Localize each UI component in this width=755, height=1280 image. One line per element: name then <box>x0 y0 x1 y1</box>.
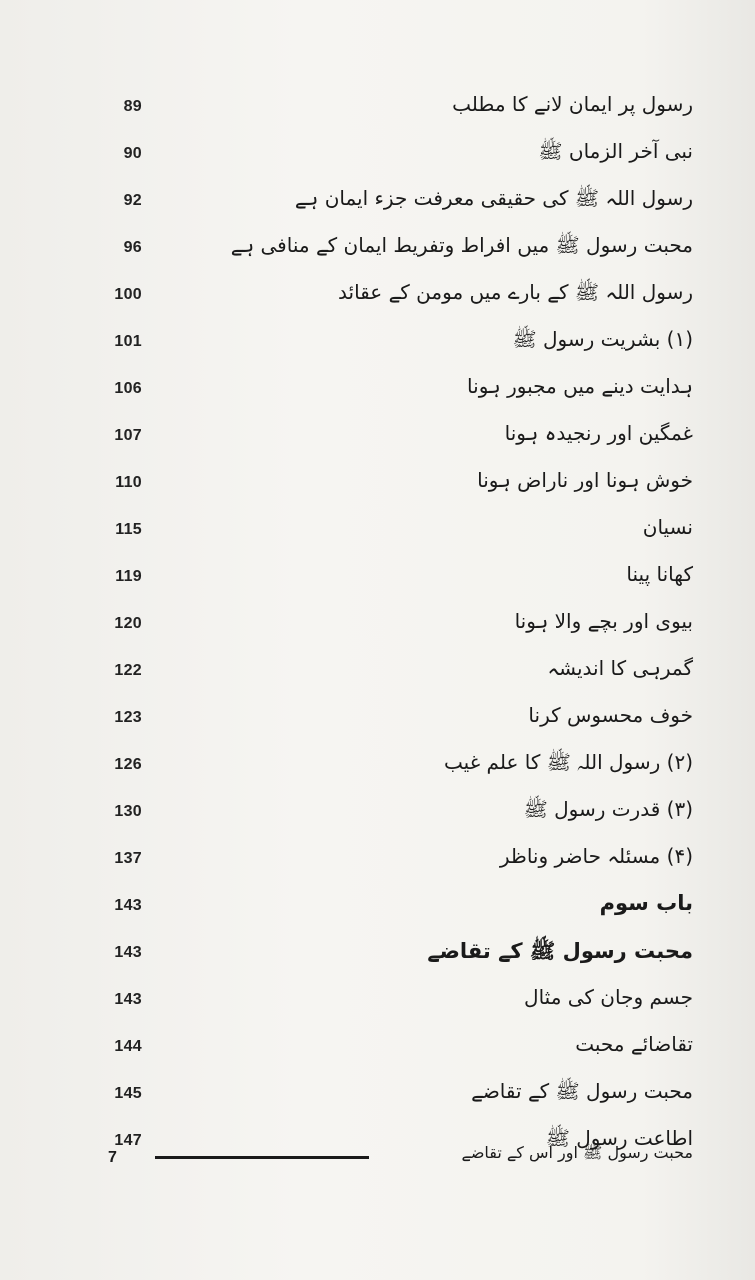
toc-page-number: 101 <box>114 333 142 350</box>
toc-entry-title: نسیان <box>642 515 693 539</box>
toc-page-number: 145 <box>114 1085 142 1102</box>
toc-page-number: 147 <box>114 1132 142 1149</box>
toc-row <box>0 511 755 558</box>
toc-page-number: 137 <box>114 850 142 867</box>
toc-row <box>0 981 755 1028</box>
toc-row <box>0 793 755 840</box>
toc-row <box>0 1028 755 1075</box>
toc-row <box>0 934 755 981</box>
toc-entry-title: اطاعت رسول ﷺ <box>545 1126 693 1150</box>
toc-entry-title: کھانا پینا <box>626 562 693 586</box>
page-footer <box>0 1143 755 1183</box>
toc-row <box>0 276 755 323</box>
toc-page-number: 119 <box>115 568 142 585</box>
toc-row <box>0 323 755 370</box>
toc-entry-title: رسول اللہ ﷺ کی حقیقی معرفت جزء ایمان ہے <box>294 186 693 210</box>
running-title: محبت رسول ﷺ اور اس کے تقاضے <box>461 1143 693 1162</box>
toc-page-number: 96 <box>123 239 142 256</box>
toc-page-number: 100 <box>114 286 142 303</box>
toc-page-number: 126 <box>114 756 142 773</box>
toc-entry-title: محبت رسول ﷺ میں افراط وتفریط ایمان کے منافی ہے <box>230 233 693 257</box>
toc-row <box>0 88 755 135</box>
toc-entry-title: نبی آخر الزماں ﷺ <box>538 139 693 163</box>
toc-page-number: 143 <box>114 897 142 914</box>
toc-page-number: 92 <box>123 192 142 209</box>
toc-entry-title: تقاضائے محبت <box>575 1032 693 1056</box>
toc-entry-title: رسول اللہ ﷺ کے بارے میں مومن کے عقائد <box>338 280 693 304</box>
toc-page-number: 115 <box>115 521 142 538</box>
toc-row <box>0 605 755 652</box>
toc-entry-title: باب سوم <box>599 891 693 915</box>
toc-page-number: 143 <box>114 991 142 1008</box>
toc-entry-title: خوف محسوس کرنا <box>528 703 693 727</box>
toc-page-number: 107 <box>114 427 142 444</box>
toc-entry-title: (۲) رسول اللہ ﷺ کا علم غیب <box>444 750 693 774</box>
toc-page-number: 120 <box>114 615 142 632</box>
page-number: 7 <box>108 1149 117 1166</box>
toc-row <box>0 840 755 887</box>
toc-page-number: 90 <box>123 145 142 162</box>
toc-row <box>0 135 755 182</box>
toc-entry-title: (۱) بشریت رسول ﷺ <box>512 327 693 351</box>
toc-row <box>0 229 755 276</box>
toc-entry-title: (۳) قدرت رسول ﷺ <box>523 797 693 821</box>
toc-page-number: 122 <box>114 662 142 679</box>
toc-row <box>0 1075 755 1122</box>
toc-row <box>0 887 755 934</box>
toc-row <box>0 699 755 746</box>
toc-row <box>0 746 755 793</box>
toc-row <box>0 464 755 511</box>
toc-entry-title: غمگین اور رنجیدہ ہونا <box>504 421 693 445</box>
toc-entry-title: خوش ہونا اور ناراض ہونا <box>477 468 693 492</box>
toc-page-number: 123 <box>114 709 142 726</box>
toc-page-number: 144 <box>114 1038 142 1055</box>
toc-entry-title: رسول پر ایمان لانے کا مطلب <box>452 92 693 116</box>
toc-entry-title: محبت رسول ﷺ کے تقاضے <box>471 1079 693 1103</box>
toc-entry-title: ہدایت دینے میں مجبور ہونا <box>467 374 693 398</box>
toc-entry-title: گمرہی کا اندیشہ <box>547 656 693 680</box>
toc-row <box>0 652 755 699</box>
toc-row <box>0 417 755 464</box>
toc-page-number: 143 <box>114 944 142 961</box>
toc-row <box>0 182 755 229</box>
table-of-contents <box>0 88 755 1169</box>
toc-row <box>0 370 755 417</box>
toc-row <box>0 558 755 605</box>
toc-entry-title: جسم وجان کی مثال <box>524 985 693 1009</box>
toc-page-number: 89 <box>123 98 142 115</box>
toc-page-number: 110 <box>115 474 142 491</box>
toc-page-number: 130 <box>114 803 142 820</box>
footer-rule <box>155 1156 369 1159</box>
toc-entry-title: (۴) مسئلہ حاضر وناظر <box>499 844 693 868</box>
toc-page-number: 106 <box>114 380 142 397</box>
toc-entry-title: بیوی اور بچے والا ہونا <box>514 609 693 633</box>
toc-entry-title: محبت رسول ﷺ کے تقاضے <box>427 939 693 963</box>
